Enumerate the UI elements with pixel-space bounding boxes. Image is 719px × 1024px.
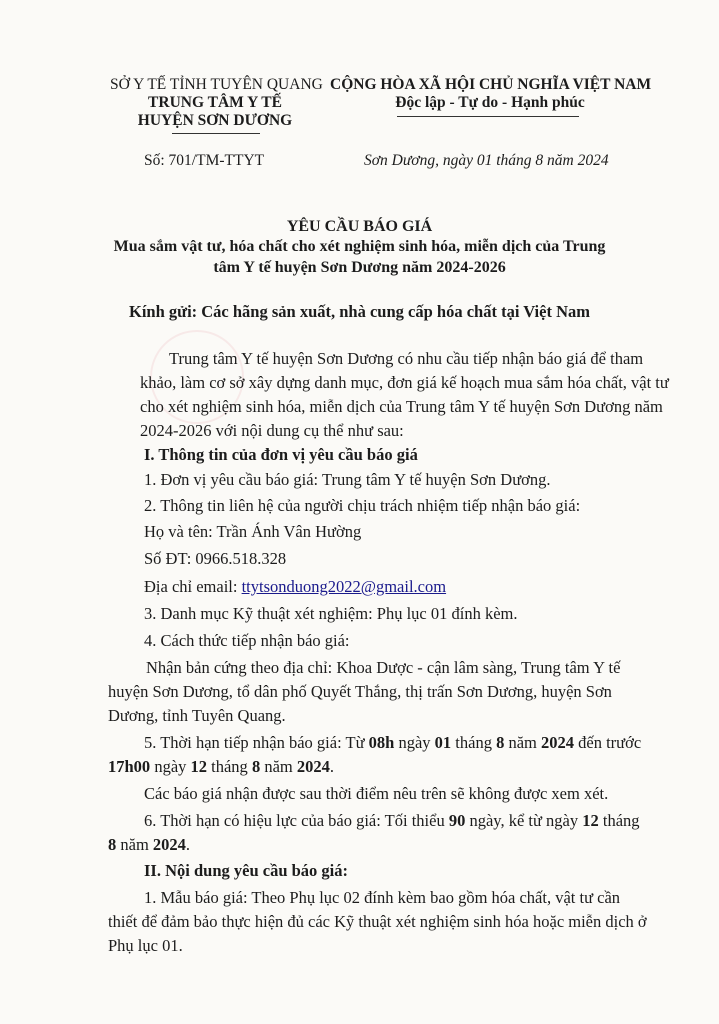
contact-phone: Số ĐT: 0966.518.328 [144, 549, 287, 568]
email-link[interactable]: ttytsonduong2022@gmail.com [241, 577, 447, 596]
item-5-deadline-month: 8 [251, 757, 261, 776]
intro-line: cho xét nghiệm sinh hóa, miễn dịch của Trung tâm Y tế huyện Sơn Dương năm [140, 397, 663, 416]
intro-line: Trung tâm Y tế huyện Sơn Dương có nhu cầu tiếp nhận báo giá để tham [169, 349, 644, 368]
doc-subtitle-line2: tâm Y tế huyện Sơn Dương năm 2024-2026 [213, 259, 506, 276]
item-6-line2 [108, 835, 190, 855]
item-6-year: 2024 [152, 835, 186, 854]
item-6-text: năm [116, 835, 153, 854]
item-6-month: 8 [108, 835, 117, 854]
item-5-text: . [329, 757, 334, 776]
header-country: CỘNG HÒA XÃ HỘI CHỦ NGHĨA VIỆT NAM [330, 76, 652, 93]
section1-title: I. Thông tin của đơn vị yêu cầu báo giá [144, 445, 418, 464]
item-5-month: 8 [496, 733, 505, 752]
item-6-text: 6. Thời hạn có hiệu lực của báo giá: Tối thiểu [144, 811, 449, 830]
doc-number: Số: 701/TM-TTYT [144, 152, 265, 169]
item-5-text: đến trước [574, 733, 642, 752]
intro-line: 2024-2026 với nội dung cụ thể như sau: [140, 421, 404, 440]
place-date: Sơn Dương, ngày 01 tháng 8 năm 2024 [364, 152, 609, 169]
item-6-days: 90 [448, 811, 466, 830]
item-3: 3. Danh mục Kỹ thuật xét nghiệm: Phụ lục 01 đính kèm. [144, 604, 518, 623]
item-5-text: năm [260, 757, 297, 776]
recipient: Kính gửi: Các hãng sản xuất, nhà cung cấp hóa chất tại Việt Nam [129, 302, 590, 321]
item-5-text: tháng [207, 757, 252, 776]
item-5-text: ngày [150, 757, 191, 776]
item-6-line1 [144, 811, 640, 831]
item-2: 2. Thông tin liên hệ của người chịu trách nhiệm tiếp nhận báo giá: [144, 496, 581, 515]
header-org-line1: TRUNG TÂM Y TẾ [148, 94, 282, 111]
section2-item1-line: 1. Mẫu báo giá: Theo Phụ lục 02 đính kèm bao gồm hóa chất, vật tư cần [144, 888, 621, 907]
item-5-note: Các báo giá nhận được sau thời điểm nêu trên sẽ không được xem xét. [144, 784, 609, 803]
doc-title: YÊU CẦU BÁO GIÁ [286, 218, 433, 235]
item-6-text: . [185, 835, 191, 854]
header-dept: SỞ Y TẾ TỈNH TUYÊN QUANG [110, 76, 323, 93]
header-org-line2: HUYỆN SƠN DƯƠNG [137, 112, 293, 129]
email-label: Địa chỉ email: [144, 577, 242, 596]
doc-subtitle-line1: Mua sắm vật tư, hóa chất cho xét nghiệm sinh hóa, miễn dịch của Trung [113, 238, 606, 255]
item-5-deadline-day: 12 [190, 757, 208, 776]
item-5-text: ngày [394, 733, 435, 752]
item-5-day: 01 [434, 733, 452, 752]
item-6-day: 12 [582, 811, 599, 830]
item-5-line2 [108, 757, 334, 777]
header-left-underline [172, 133, 260, 134]
intro-line: khảo, làm cơ sở xây dựng danh mục, đơn giá kế hoạch mua sắm hóa chất, vật tư [140, 373, 669, 392]
header-motto: Độc lập - Tự do - Hạnh phúc [395, 94, 585, 111]
item-5-deadline-time: 17h00 [108, 757, 151, 776]
section2-item1-line: thiết để đảm bảo thực hiện đủ các Kỹ thuật xét nghiệm sinh hóa hoặc miễn dịch ở [108, 912, 647, 931]
item-5-deadline-year: 2024 [296, 757, 330, 776]
item-4-detail-line: Dương, tỉnh Tuyên Quang. [108, 706, 286, 725]
item-4-detail-line: huyện Sơn Dương, tổ dân phố Quyết Thắng, thị trấn Sơn Dương, huyện Sơn [108, 682, 612, 701]
contact-email-row [144, 577, 446, 597]
item-5-year: 2024 [541, 733, 575, 752]
section2-item1-line: Phụ lục 01. [108, 936, 183, 955]
contact-name: Họ và tên: Trần Ánh Vân Hường [144, 522, 362, 541]
item-4-detail-line: Nhận bản cứng theo địa chỉ: Khoa Dược - cận lâm sàng, Trung tâm Y tế [146, 658, 621, 677]
item-5-text: 5. Thời hạn tiếp nhận báo giá: Từ [144, 733, 369, 752]
item-6-text: tháng [598, 811, 640, 830]
item-1: 1. Đơn vị yêu cầu báo giá: Trung tâm Y tế huyện Sơn Dương. [144, 470, 551, 489]
section2-title: II. Nội dung yêu cầu báo giá: [144, 861, 349, 880]
header-right-underline [397, 116, 579, 117]
item-4: 4. Cách thức tiếp nhận báo giá: [144, 631, 350, 650]
item-6-text: ngày, kể từ ngày [465, 811, 583, 830]
item-5-text: tháng [451, 733, 497, 752]
item-5-time: 08h [368, 733, 395, 752]
item-5-line1 [144, 733, 641, 753]
item-5-text: năm [504, 733, 542, 752]
